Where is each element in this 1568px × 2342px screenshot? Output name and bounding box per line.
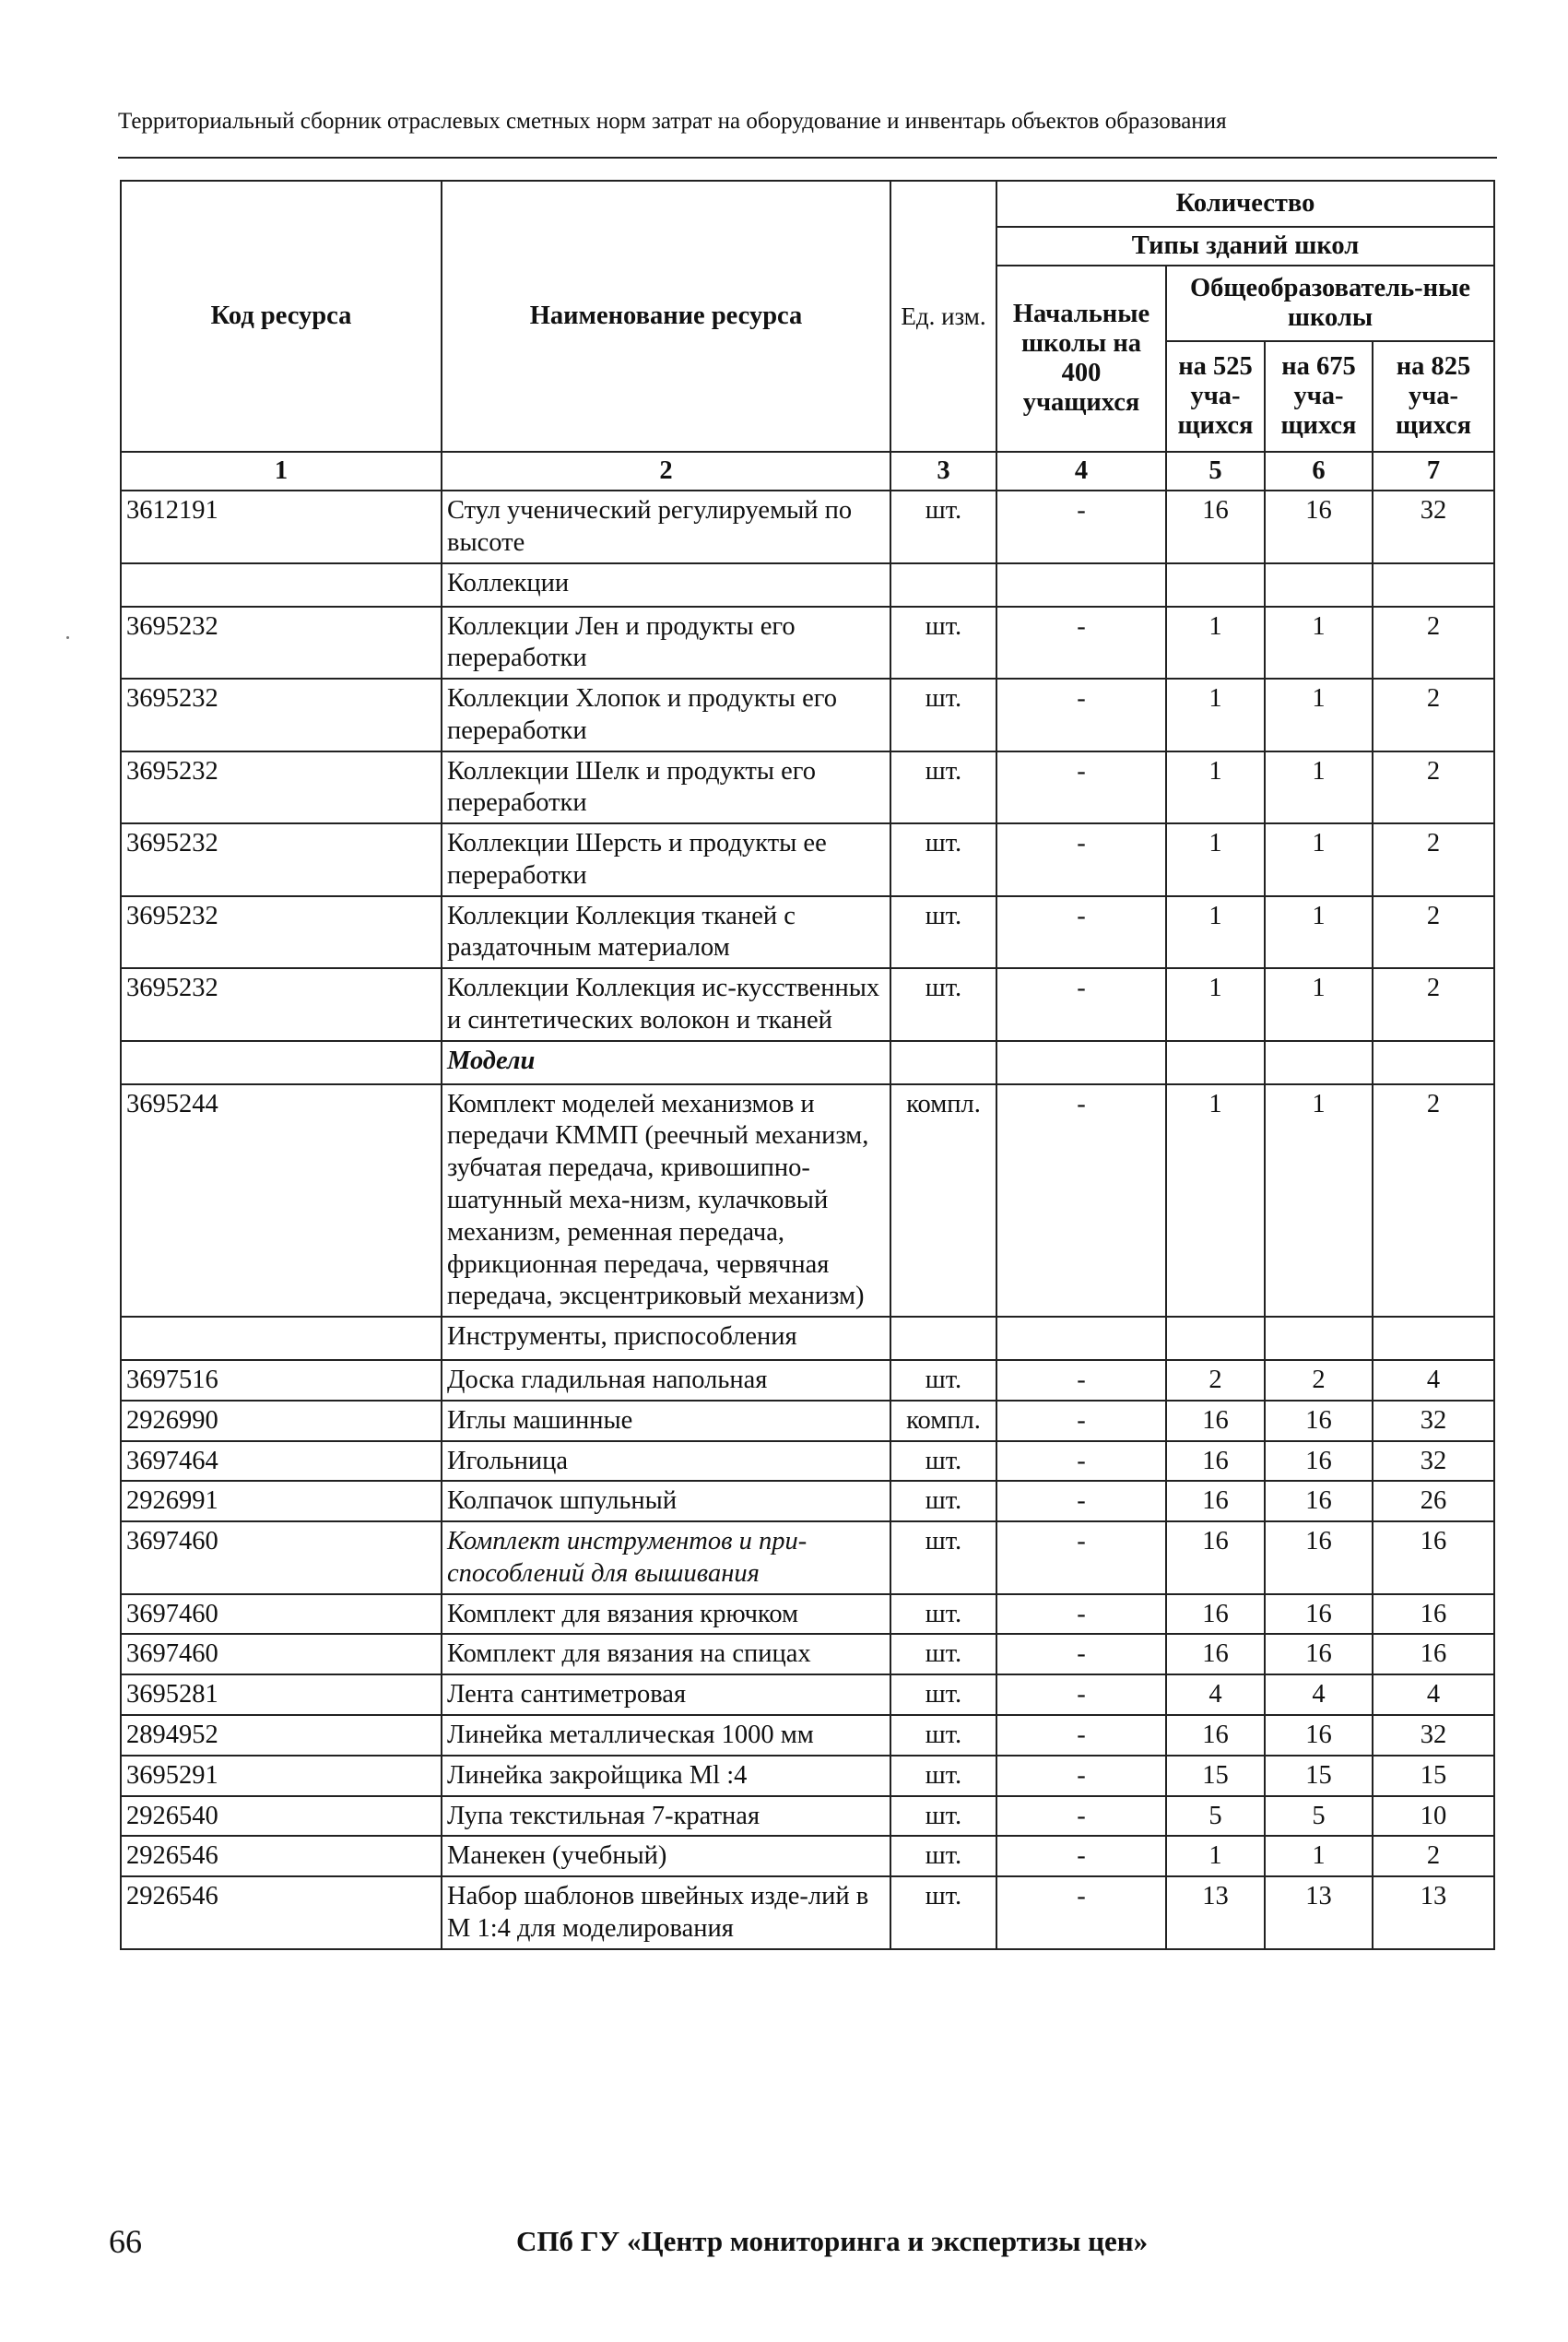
quantity-400 [996,563,1166,607]
quantity-825: 4 [1373,1360,1494,1401]
quantity-675: 5 [1265,1796,1373,1837]
column-numbers-row [121,452,1494,491]
header-general-schools: Общеобразователь-ные школы [1166,266,1494,341]
quantity-825: 32 [1373,1715,1494,1756]
table-row [121,679,1494,751]
resource-name: Коллекции Шерсть и продукты ее переработки [442,823,890,896]
unit: шт. [890,968,996,1041]
quantity-825: 16 [1373,1521,1494,1594]
resource-name: Набор шаблонов швейных изде-лий в М 1:4 для моделирования [442,1876,890,1949]
resource-code: 3697464 [121,1441,442,1482]
quantity-400: - [996,896,1166,969]
quantity-525: 1 [1166,751,1265,824]
resource-code: 3695232 [121,751,442,824]
resource-name: Комплект моделей механизмов и передачи КММП (реечный механизм, зубчатая передача, кривошипно-шатунный меха-низм, кулачковый механизм, ременная передача, фрикционная передача, червячная передача, эксцентриковый механизм) [442,1084,890,1317]
table-row [121,1876,1494,1949]
unit: шт. [890,1796,996,1837]
resource-code: 3612191 [121,491,442,563]
quantity-675: 16 [1265,1401,1373,1441]
quantity-675: 13 [1265,1876,1373,1949]
section-row [121,1041,1494,1084]
quantity-525: 1 [1166,968,1265,1041]
quantity-525: 16 [1166,1481,1265,1521]
resource-code: 2926990 [121,1401,442,1441]
quantity-525: 2 [1166,1360,1265,1401]
resource-code: 3695232 [121,896,442,969]
quantity-675: 15 [1265,1756,1373,1796]
quantity-400: - [996,1084,1166,1317]
table-row [121,1084,1494,1317]
column-number: 5 [1166,452,1265,491]
resource-code: 3697516 [121,1360,442,1401]
unit: компл. [890,1401,996,1441]
resource-code: 3695291 [121,1756,442,1796]
column-number: 3 [890,452,996,491]
resource-code [121,1041,442,1084]
quantity-400 [996,1041,1166,1084]
unit: шт. [890,1360,996,1401]
quantity-825: 10 [1373,1796,1494,1837]
resource-name: Игольница [442,1441,890,1482]
unit [890,1041,996,1084]
quantity-825: 32 [1373,1401,1494,1441]
quantity-400: - [996,1756,1166,1796]
quantity-675 [1265,1317,1373,1360]
table-row [121,1836,1494,1876]
unit: шт. [890,896,996,969]
margin-speck [66,636,69,639]
quantity-525: 16 [1166,491,1265,563]
resource-code: 3697460 [121,1634,442,1674]
resource-name: Иглы машинные [442,1401,890,1441]
quantity-825: 2 [1373,896,1494,969]
quantity-400: - [996,679,1166,751]
unit: шт. [890,1674,996,1715]
quantity-825: 32 [1373,491,1494,563]
table-row [121,1715,1494,1756]
unit: шт. [890,751,996,824]
resource-code: 2926540 [121,1796,442,1837]
quantity-525: 1 [1166,1836,1265,1876]
quantity-400: - [996,607,1166,680]
resource-name: Манекен (учебный) [442,1836,890,1876]
quantity-525: 1 [1166,896,1265,969]
unit: шт. [890,679,996,751]
quantity-400: - [996,1441,1166,1482]
unit: шт. [890,1481,996,1521]
table-row [121,491,1494,563]
quantity-825 [1373,1041,1494,1084]
resource-code: 3695232 [121,823,442,896]
quantity-525: 13 [1166,1876,1265,1949]
quantity-825: 2 [1373,751,1494,824]
quantity-525: 1 [1166,607,1265,680]
quantity-400: - [996,491,1166,563]
resource-name: Линейка закройщика Ml :4 [442,1756,890,1796]
quantity-825: 32 [1373,1441,1494,1482]
quantity-400: - [996,1481,1166,1521]
quantity-675: 16 [1265,1634,1373,1674]
page-number: 66 [109,2223,142,2260]
unit: шт. [890,1756,996,1796]
quantity-825: 16 [1373,1634,1494,1674]
quantity-400: - [996,1796,1166,1837]
resource-table [120,180,1495,1950]
quantity-525: 1 [1166,1084,1265,1317]
quantity-525: 16 [1166,1594,1265,1635]
quantity-825 [1373,563,1494,607]
quantity-675: 1 [1265,1084,1373,1317]
resource-name: Комплект для вязания на спицах [442,1634,890,1674]
table-row [121,896,1494,969]
quantity-825: 15 [1373,1756,1494,1796]
resource-code: 2926546 [121,1836,442,1876]
quantity-675: 16 [1265,1715,1373,1756]
quantity-525: 1 [1166,679,1265,751]
quantity-675: 2 [1265,1360,1373,1401]
table-row [121,1674,1494,1715]
page-header-title: Территориальный сборник отраслевых сметных норм затрат на оборудование и инвентарь объектов образования [118,109,1227,134]
header-825: на 825 уча-щихся [1373,341,1494,452]
resource-code: 3695232 [121,607,442,680]
quantity-825: 4 [1373,1674,1494,1715]
header-code: Код ресурса [121,181,442,452]
column-number: 7 [1373,452,1494,491]
table-row [121,1481,1494,1521]
table-row [121,751,1494,824]
section-row [121,563,1494,607]
resource-code [121,1317,442,1360]
quantity-400: - [996,1634,1166,1674]
quantity-400: - [996,1521,1166,1594]
quantity-675: 4 [1265,1674,1373,1715]
quantity-675: 1 [1265,1836,1373,1876]
quantity-525 [1166,563,1265,607]
quantity-525: 16 [1166,1521,1265,1594]
unit: шт. [890,1594,996,1635]
resource-code: 2926991 [121,1481,442,1521]
quantity-400: - [996,751,1166,824]
quantity-400: - [996,1876,1166,1949]
resource-name: Комплект для вязания крючком [442,1594,890,1635]
resource-code: 3697460 [121,1521,442,1594]
table-row [121,1521,1494,1594]
resource-code: 3695232 [121,968,442,1041]
quantity-675: 16 [1265,491,1373,563]
quantity-400: - [996,968,1166,1041]
column-number: 4 [996,452,1166,491]
table-row [121,1634,1494,1674]
quantity-525: 16 [1166,1715,1265,1756]
unit: шт. [890,1634,996,1674]
quantity-825: 2 [1373,1836,1494,1876]
resource-name: Лента сантиметровая [442,1674,890,1715]
quantity-400: - [996,1715,1166,1756]
resource-name: Коллекции Хлопок и продукты его переработки [442,679,890,751]
footer-organization: СПб ГУ «Центр мониторинга и экспертизы цен» [516,2225,1149,2257]
quantity-675: 1 [1265,751,1373,824]
quantity-825: 2 [1373,968,1494,1041]
quantity-400: - [996,1836,1166,1876]
quantity-675: 1 [1265,968,1373,1041]
resource-name: Доска гладильная напольная [442,1360,890,1401]
unit: шт. [890,1876,996,1949]
quantity-400: - [996,1401,1166,1441]
quantity-825: 16 [1373,1594,1494,1635]
unit: компл. [890,1084,996,1317]
table-row [121,1360,1494,1401]
resource-name: Комплект инструментов и при-способлений для вышивания [442,1521,890,1594]
quantity-400: - [996,823,1166,896]
table-row [121,607,1494,680]
resource-name: Коллекции Коллекция ис-кусственных и синтетических волокон и тканей [442,968,890,1041]
unit: шт. [890,1521,996,1594]
header-675: на 675 уча-щихся [1265,341,1373,452]
unit: шт. [890,823,996,896]
quantity-675: 16 [1265,1481,1373,1521]
unit: шт. [890,1836,996,1876]
quantity-825: 2 [1373,679,1494,751]
quantity-825: 13 [1373,1876,1494,1949]
table-row [121,823,1494,896]
resource-name: Модели [442,1041,890,1084]
quantity-525: 15 [1166,1756,1265,1796]
header-name: Наименование ресурса [442,181,890,452]
quantity-525: 1 [1166,823,1265,896]
quantity-525: 16 [1166,1634,1265,1674]
quantity-675: 1 [1265,679,1373,751]
resource-name: Коллекции Коллекция тканей с раздаточным материалом [442,896,890,969]
column-number: 1 [121,452,442,491]
resource-name: Стул ученический регулируемый по высоте [442,491,890,563]
unit [890,1317,996,1360]
header-building-types: Типы зданий школ [996,227,1494,266]
quantity-675: 16 [1265,1594,1373,1635]
quantity-675: 1 [1265,823,1373,896]
quantity-675 [1265,1041,1373,1084]
table-row [121,1796,1494,1837]
quantity-525: 5 [1166,1796,1265,1837]
quantity-525 [1166,1041,1265,1084]
table-row [121,1401,1494,1441]
resource-code: 2926546 [121,1876,442,1949]
column-number: 2 [442,452,890,491]
quantity-400: - [996,1594,1166,1635]
table-row [121,968,1494,1041]
quantity-675: 16 [1265,1521,1373,1594]
header-quantity: Количество [996,181,1494,227]
column-number: 6 [1265,452,1373,491]
quantity-525: 16 [1166,1441,1265,1482]
quantity-825: 26 [1373,1481,1494,1521]
quantity-675: 16 [1265,1441,1373,1482]
resource-name: Коллекции Лен и продукты его переработки [442,607,890,680]
quantity-525 [1166,1317,1265,1360]
resource-name: Коллекции Шелк и продукты его переработки [442,751,890,824]
unit: шт. [890,1715,996,1756]
resource-name: Коллекции [442,563,890,607]
unit: шт. [890,1441,996,1482]
quantity-825: 2 [1373,607,1494,680]
resource-name: Колпачок шпульный [442,1481,890,1521]
table-row [121,1756,1494,1796]
resource-code: 2894952 [121,1715,442,1756]
header-unit: Ед. изм. [890,181,996,452]
quantity-675: 1 [1265,607,1373,680]
quantity-400: - [996,1360,1166,1401]
resource-code: 3695232 [121,679,442,751]
quantity-675: 1 [1265,896,1373,969]
quantity-400: - [996,1674,1166,1715]
quantity-825: 2 [1373,1084,1494,1317]
table-row [121,1441,1494,1482]
unit: шт. [890,607,996,680]
resource-code [121,563,442,607]
section-row [121,1317,1494,1360]
header-525: на 525 уча-щихся [1166,341,1265,452]
quantity-525: 16 [1166,1401,1265,1441]
quantity-525: 4 [1166,1674,1265,1715]
table-row [121,1594,1494,1635]
resource-code: 3695281 [121,1674,442,1715]
resource-name: Лупа текстильная 7-кратная [442,1796,890,1837]
resource-name: Инструменты, приспособления [442,1317,890,1360]
header-divider [118,157,1497,159]
header-primary-schools: Начальные школы на 400 учащихся [996,266,1166,452]
unit [890,563,996,607]
resource-name: Линейка металлическая 1000 мм [442,1715,890,1756]
resource-code: 3695244 [121,1084,442,1317]
quantity-400 [996,1317,1166,1360]
quantity-825: 2 [1373,823,1494,896]
quantity-825 [1373,1317,1494,1360]
quantity-675 [1265,563,1373,607]
unit: шт. [890,491,996,563]
resource-code: 3697460 [121,1594,442,1635]
